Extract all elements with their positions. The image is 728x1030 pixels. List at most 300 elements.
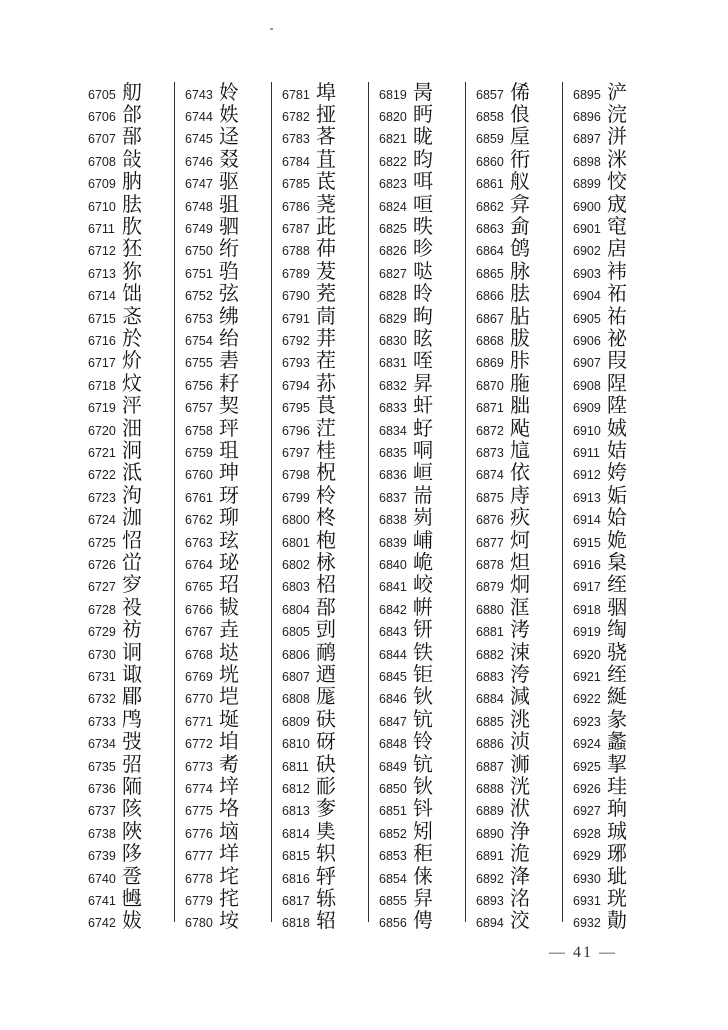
entry-number: 6749: [185, 221, 213, 236]
entry-number: 6878: [476, 557, 504, 572]
entry-character: 垙: [219, 661, 239, 686]
entry-number: 6805: [282, 625, 310, 640]
entry-character: 穸: [122, 572, 142, 597]
entry-number: 6752: [185, 289, 213, 304]
entry-number: 6801: [282, 535, 310, 550]
entry-number: 6920: [573, 647, 601, 662]
entry-character: 珇: [219, 437, 239, 462]
entry-character: 耏: [316, 773, 336, 798]
entry-character: 祐: [607, 303, 627, 328]
entry-character: 钘: [413, 617, 433, 642]
entry-character: 泇: [122, 505, 142, 530]
entry-character: 肷: [122, 213, 142, 238]
entry-character: 陜: [122, 818, 142, 843]
entry-character: 減: [510, 684, 530, 709]
entry-character: 俫: [413, 863, 433, 888]
entry-number: 6911: [573, 445, 600, 460]
entry-character: 咥: [413, 348, 433, 373]
entry-number: 6766: [185, 602, 213, 617]
entry-number: 6815: [282, 849, 310, 864]
entry-number: 6744: [185, 109, 213, 124]
entry-number: 6783: [282, 132, 310, 147]
entry-character: 洣: [607, 146, 627, 171]
entry-number: 6731: [88, 669, 116, 684]
table-row: [177, 909, 269, 932]
entry-character: 轺: [316, 908, 336, 933]
entry-character: 敆: [122, 146, 142, 171]
entry-character: 乸: [122, 885, 142, 910]
table-column: [80, 79, 172, 933]
entry-number: 6787: [282, 221, 310, 236]
table-row: [80, 909, 172, 932]
entry-number: 6814: [282, 826, 310, 841]
entry-number: 6845: [379, 669, 407, 684]
entry-character: 埏: [219, 706, 239, 731]
entry-character: 宬: [607, 191, 627, 216]
entry-character: 驱: [219, 169, 239, 194]
entry-number: 6757: [185, 401, 213, 416]
entry-number: 6729: [88, 625, 116, 640]
entry-number: 6891: [476, 849, 504, 864]
entry-number: 6719: [88, 401, 116, 416]
entry-number: 6790: [282, 289, 310, 304]
entry-character: 茋: [316, 169, 336, 194]
entry-number: 6925: [573, 759, 601, 774]
entry-number: 6789: [282, 266, 310, 281]
entry-number: 6739: [88, 849, 116, 864]
entry-character: 垎: [219, 796, 239, 821]
entry-character: 洘: [510, 617, 530, 642]
entry-number: 6810: [282, 737, 310, 752]
scan-speck: [270, 28, 273, 30]
entry-number: 6745: [185, 132, 213, 147]
entry-character: 陑: [122, 773, 142, 798]
entry-number: 6803: [282, 580, 310, 595]
entry-number: 6707: [88, 132, 116, 147]
entry-number: 6717: [88, 356, 116, 371]
entry-number: 6786: [282, 199, 310, 214]
entry-number: 6784: [282, 154, 310, 169]
entry-number: 6894: [476, 916, 504, 931]
entry-number: 6847: [379, 714, 407, 729]
column-divider: [271, 82, 272, 922]
entry-number: 6856: [379, 916, 407, 931]
entry-number: 6733: [88, 714, 116, 729]
entry-character: 栐: [316, 549, 336, 574]
entry-character: 垵: [219, 908, 239, 933]
entry-number: 6929: [573, 849, 601, 864]
entry-character: 姤: [607, 482, 627, 507]
entry-character: 咺: [413, 191, 433, 216]
entry-character: 珅: [219, 460, 239, 485]
entry-character: 叚: [607, 348, 627, 373]
entry-character: 昫: [413, 303, 433, 328]
entry-number: 6807: [282, 669, 310, 684]
entry-character: 桂: [316, 437, 336, 462]
entry-character: 垴: [219, 818, 239, 843]
entry-character: 昣: [413, 236, 433, 261]
entry-number: 6918: [573, 602, 601, 617]
entry-number: 6792: [282, 333, 310, 348]
entry-character: 浈: [510, 729, 530, 754]
entry-character: 於: [122, 325, 142, 350]
entry-number: 6714: [88, 289, 116, 304]
entry-number: 6910: [573, 423, 601, 438]
entry-number: 6922: [573, 692, 601, 707]
entry-character: 陧: [607, 370, 627, 395]
entry-number: 6867: [476, 311, 504, 326]
entry-character: 茺: [316, 281, 336, 306]
entry-character: 茈: [316, 213, 336, 238]
entry-character: 珌: [219, 549, 239, 574]
entry-number: 6868: [476, 333, 504, 348]
entry-number: 6826: [379, 244, 407, 259]
entry-character: 洈: [510, 841, 530, 866]
entry-character: 驺: [219, 258, 239, 283]
entry-character: 茬: [316, 348, 336, 373]
entry-number: 6875: [476, 490, 504, 505]
entry-character: 契: [219, 393, 239, 418]
entry-character: 轵: [316, 841, 336, 866]
entry-number: 6825: [379, 221, 407, 236]
entry-character: 恔: [607, 169, 627, 194]
entry-number: 6836: [379, 468, 407, 483]
entry-number: 6740: [88, 871, 116, 886]
entry-character: 哃: [413, 437, 433, 462]
entry-number: 6886: [476, 737, 504, 752]
entry-number: 6828: [379, 289, 407, 304]
entry-number: 6718: [88, 378, 116, 393]
entry-number: 6883: [476, 669, 504, 684]
entry-number: 6881: [476, 625, 504, 640]
entry-character: 忞: [122, 303, 142, 328]
entry-character: 浄: [510, 818, 530, 843]
entry-character: 玶: [219, 415, 239, 440]
entry-number: 6912: [573, 468, 601, 483]
entry-character: 珦: [607, 796, 627, 821]
entry-character: 秬: [413, 841, 433, 866]
entry-character: 彖: [607, 706, 627, 731]
entry-number: 6746: [185, 154, 213, 169]
entry-number: 6899: [573, 177, 601, 192]
entry-character: 茖: [316, 124, 336, 149]
entry-character: 骁: [607, 639, 627, 664]
entry-character: 茳: [316, 415, 336, 440]
entry-number: 6930: [573, 871, 601, 886]
entry-number: 6747: [185, 177, 213, 192]
entry-character: 茽: [316, 236, 336, 261]
entry-number: 6761: [185, 490, 213, 505]
entry-number: 6812: [282, 781, 310, 796]
entry-character: 祏: [607, 281, 627, 306]
entry-number: 6725: [88, 535, 116, 550]
entry-character: 垶: [219, 773, 239, 798]
entry-character: 郃: [122, 101, 142, 126]
entry-number: 6831: [379, 356, 407, 371]
entry-character: 诇: [122, 639, 142, 664]
entry-number: 6793: [282, 356, 310, 371]
entry-number: 6800: [282, 513, 310, 528]
table-row: [565, 909, 657, 932]
entry-number: 6820: [379, 109, 407, 124]
entry-number: 6813: [282, 804, 310, 819]
entry-number: 6829: [379, 311, 407, 326]
entry-character: 胩: [510, 348, 530, 373]
entry-number: 6905: [573, 311, 601, 326]
entry-number: 6734: [88, 737, 116, 752]
entry-number: 6756: [185, 378, 213, 393]
entry-character: 俙: [510, 79, 530, 104]
entry-number: 6773: [185, 759, 213, 774]
entry-character: 昀: [413, 146, 433, 171]
entry-character: 剅: [316, 617, 336, 642]
entry-number: 6798: [282, 468, 310, 483]
entry-number: 6871: [476, 401, 504, 416]
entry-character: 浐: [607, 79, 627, 104]
entry-number: 6854: [379, 871, 407, 886]
entry-number: 6850: [379, 781, 407, 796]
entry-character: 泙: [122, 393, 142, 418]
entry-character: 炌: [122, 348, 142, 373]
entry-number: 6931: [573, 893, 601, 908]
entry-number: 6837: [379, 490, 407, 505]
entry-character: 祋: [122, 594, 142, 619]
entry-number: 6712: [88, 244, 116, 259]
entry-character: 鸧: [510, 236, 530, 261]
entry-number: 6748: [185, 199, 213, 214]
entry-character: 鸤: [122, 706, 142, 731]
entry-character: 柊: [316, 505, 336, 530]
entry-character: 绐: [219, 325, 239, 350]
entry-number: 6765: [185, 580, 213, 595]
entry-number: 6705: [88, 87, 116, 102]
entry-number: 6895: [573, 87, 601, 102]
table-column: [274, 79, 366, 933]
entry-number: 6823: [379, 177, 407, 192]
entry-character: 垕: [510, 124, 530, 149]
table-row: [274, 909, 366, 932]
entry-character: 垍: [219, 729, 239, 754]
entry-character: 姱: [607, 460, 627, 485]
entry-character: 沺: [122, 415, 142, 440]
entry-number: 6876: [476, 513, 504, 528]
entry-character: 挜: [316, 101, 336, 126]
entry-number: 6794: [282, 378, 310, 393]
column-divider: [562, 82, 563, 922]
entry-character: 耑: [413, 482, 433, 507]
entry-number: 6902: [573, 244, 601, 259]
entry-number: 6819: [379, 87, 407, 102]
entry-number: 6862: [476, 199, 504, 214]
entry-number: 6896: [573, 109, 601, 124]
entry-character: 驷: [219, 213, 239, 238]
entry-character: 枲: [607, 549, 627, 574]
entry-character: 荓: [316, 325, 336, 350]
entry-character: 窀: [607, 213, 627, 238]
entry-number: 6834: [379, 423, 407, 438]
table-row: [371, 909, 463, 932]
entry-character: 钜: [413, 661, 433, 686]
entry-character: 砉: [219, 348, 239, 373]
entry-character: 铃: [413, 729, 433, 754]
table-column: [565, 79, 657, 933]
entry-character: 玿: [219, 572, 239, 597]
entry-character: 胐: [510, 393, 530, 418]
entry-number: 6753: [185, 311, 213, 326]
entry-character: 祕: [607, 325, 627, 350]
entry-number: 6855: [379, 893, 407, 908]
entry-number: 6795: [282, 401, 310, 416]
entry-number: 6768: [185, 647, 213, 662]
entry-character: 垟: [219, 841, 239, 866]
entry-character: 荪: [316, 370, 336, 395]
entry-number: 6775: [185, 804, 213, 819]
entry-character: 依: [510, 460, 530, 485]
entry-number: 6887: [476, 759, 504, 774]
entry-number: 6916: [573, 557, 601, 572]
entry-character: 昡: [413, 325, 433, 350]
entry-number: 6809: [282, 714, 310, 729]
entry-character: 绗: [219, 236, 239, 261]
entry-number: 6797: [282, 445, 310, 460]
entry-number: 6821: [379, 132, 407, 147]
entry-character: 肭: [122, 169, 142, 194]
entry-character: 荛: [316, 191, 336, 216]
entry-number: 6723: [88, 490, 116, 505]
entry-number: 6884: [476, 692, 504, 707]
entry-character: 迳: [219, 124, 239, 149]
entry-character: 绖: [607, 572, 627, 597]
entry-character: 轹: [316, 885, 336, 910]
entry-number: 6711: [88, 221, 115, 236]
entry-number: 6840: [379, 557, 407, 572]
entry-character: 弨: [122, 751, 142, 776]
entry-number: 6893: [476, 893, 504, 908]
entry-number: 6721: [88, 445, 116, 460]
entry-character: 洨: [510, 908, 530, 933]
entry-number: 6903: [573, 266, 601, 281]
entry-number: 6811: [282, 759, 309, 774]
entry-number: 6921: [573, 669, 601, 684]
entry-number: 6835: [379, 445, 407, 460]
entry-character: 昳: [413, 213, 433, 238]
entry-character: 砆: [316, 706, 336, 731]
entry-character: 俜: [413, 908, 433, 933]
entry-number: 6781: [282, 87, 310, 102]
character-table: [80, 79, 632, 933]
entry-number: 6859: [476, 132, 504, 147]
entry-character: 飐: [510, 415, 530, 440]
entry-number: 6872: [476, 423, 504, 438]
entry-character: 饳: [122, 281, 142, 306]
entry-character: 郚: [316, 594, 336, 619]
table-row: [468, 909, 560, 932]
entry-character: 昇: [413, 370, 433, 395]
entry-character: 泂: [122, 437, 142, 462]
entry-number: 6730: [88, 647, 116, 662]
entry-number: 6771: [185, 714, 213, 729]
entry-number: 6873: [476, 445, 504, 460]
entry-number: 6738: [88, 826, 116, 841]
entry-character: 炯: [510, 572, 530, 597]
entry-number: 6917: [573, 580, 601, 595]
entry-character: 枹: [316, 527, 336, 552]
entry-number: 6759: [185, 445, 213, 460]
entry-number: 6928: [573, 826, 601, 841]
entry-character: 卺: [122, 863, 142, 888]
entry-character: 昤: [413, 281, 433, 306]
entry-character: 埠: [316, 79, 336, 104]
entry-number: 6909: [573, 401, 601, 416]
entry-number: 6777: [185, 849, 213, 864]
entry-character: 胠: [122, 191, 142, 216]
entry-number: 6791: [282, 311, 310, 326]
table-column: [371, 79, 463, 933]
entry-number: 6830: [379, 333, 407, 348]
entry-character: 驵: [219, 191, 239, 216]
entry-character: 哒: [413, 258, 433, 283]
entry-character: 姶: [607, 505, 627, 530]
entry-number: 6898: [573, 154, 601, 169]
entry-number: 6709: [88, 177, 116, 192]
entry-number: 6852: [379, 826, 407, 841]
entry-character: 耇: [219, 751, 239, 776]
entry-number: 6772: [185, 737, 213, 752]
entry-number: 6785: [282, 177, 310, 192]
entry-number: 6742: [88, 916, 116, 931]
entry-character: 峃: [122, 549, 142, 574]
entry-character: 訄: [510, 437, 530, 462]
entry-character: 茼: [316, 303, 336, 328]
entry-character: 厖: [316, 684, 336, 709]
entry-character: 弦: [219, 281, 239, 306]
entry-number: 6844: [379, 647, 407, 662]
entry-number: 6874: [476, 468, 504, 483]
entry-character: 疢: [510, 505, 530, 530]
entry-number: 6720: [88, 423, 116, 438]
entry-character: 炣: [510, 527, 530, 552]
entry-character: 鸸: [316, 639, 336, 664]
entry-character: 俍: [510, 101, 530, 126]
entry-character: 峬: [413, 527, 433, 552]
entry-character: 胈: [510, 325, 530, 350]
entry-number: 6915: [573, 535, 601, 550]
entry-character: 苴: [316, 146, 336, 171]
entry-character: 胋: [510, 303, 530, 328]
entry-number: 6722: [88, 468, 116, 483]
entry-number: 6907: [573, 356, 601, 371]
entry-number: 6919: [573, 625, 601, 640]
table-column: [468, 79, 560, 933]
entry-character: 姽: [607, 527, 627, 552]
entry-character: 矧: [413, 818, 433, 843]
entry-number: 6767: [185, 625, 213, 640]
entry-character: 绖: [607, 661, 627, 686]
entry-number: 6706: [88, 109, 116, 124]
entry-number: 6904: [573, 289, 601, 304]
entry-character: 怊: [122, 527, 142, 552]
entry-character: 脉: [510, 258, 530, 283]
column-divider: [174, 82, 175, 922]
entry-number: 6808: [282, 692, 310, 707]
entry-character: 峗: [413, 549, 433, 574]
entry-number: 6927: [573, 804, 601, 819]
entry-number: 6869: [476, 356, 504, 371]
entry-character: 咡: [413, 169, 433, 194]
entry-character: 玹: [219, 527, 239, 552]
entry-character: 綖: [607, 684, 627, 709]
table-column: [177, 79, 269, 933]
